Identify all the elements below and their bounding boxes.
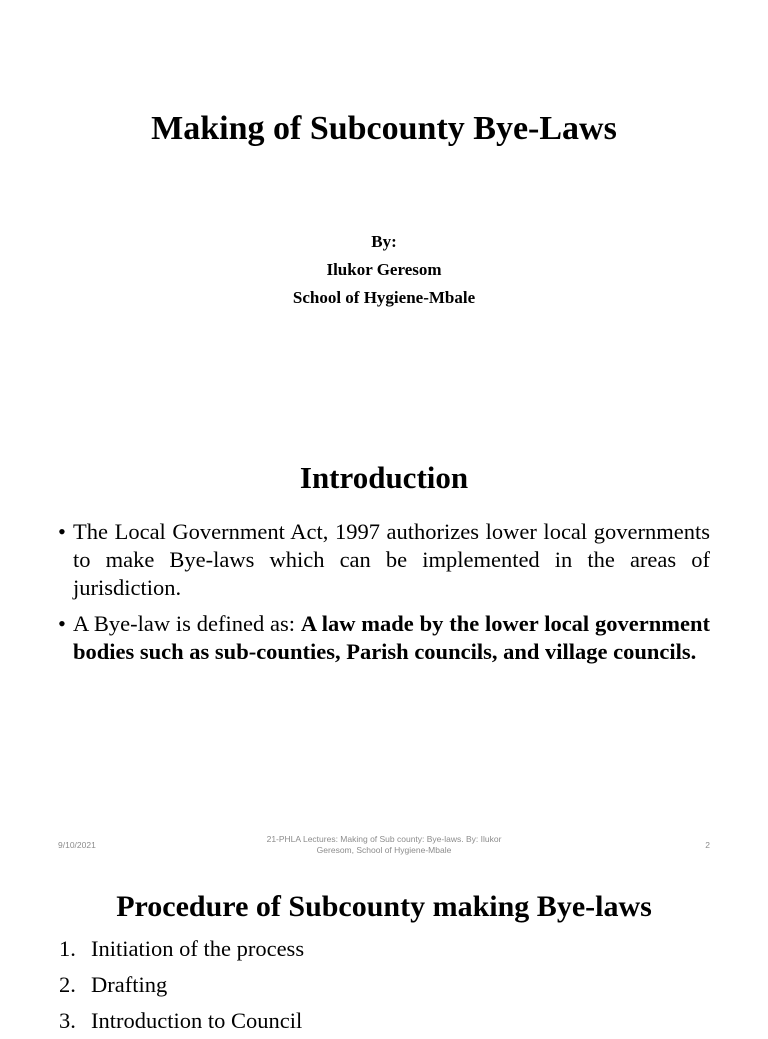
slide-title: Making of Subcounty Bye-Laws	[151, 110, 617, 147]
introduction-heading: Introduction	[299, 460, 469, 495]
footer-caption-line: 21-PHLA Lectures: Making of Sub county: Bye-laws. By: Ilukor	[266, 834, 502, 844]
list-item	[59, 931, 709, 967]
introduction-bullets	[58, 518, 710, 674]
author-name: Ilukor Geresom	[326, 260, 442, 279]
bullet-text-prefix: A Bye-law is defined as:	[73, 611, 301, 636]
list-item	[59, 1003, 709, 1039]
footer-date: 9/10/2021	[58, 840, 96, 850]
footer-caption	[234, 834, 534, 856]
step-text: Initiation of the process	[91, 936, 305, 961]
step-number: 2.	[59, 972, 76, 997]
bullet-text-definition: A law made by the lower local government bodies such as sub-counties, Parish councils, and village councils.	[73, 611, 710, 664]
step-text: Drafting	[91, 972, 168, 997]
bullet-icon: •	[58, 519, 66, 544]
slide-footer	[0, 834, 768, 864]
bullet-icon: •	[58, 611, 66, 636]
procedure-heading: Procedure of Subcounty making Bye-laws	[116, 890, 652, 923]
footer-caption-line: Geresom, School of Hygiene-Mbale	[316, 845, 452, 855]
bullet-item	[58, 518, 710, 602]
bullet-item	[58, 610, 710, 666]
procedure-steps	[59, 931, 709, 1039]
step-number: 3.	[59, 1008, 76, 1033]
author-institution: School of Hygiene-Mbale	[292, 288, 476, 307]
by-label: By:	[371, 232, 397, 251]
step-number: 1.	[59, 936, 76, 961]
author-block	[0, 228, 768, 312]
bullet-text: The Local Government Act, 1997 authorizes lower local governments to make Bye-laws which can be implemented in the areas of jurisdiction.	[73, 519, 710, 600]
footer-page-number: 2	[705, 840, 710, 850]
list-item	[59, 967, 709, 1003]
step-text: Introduction to Council	[91, 1008, 303, 1033]
